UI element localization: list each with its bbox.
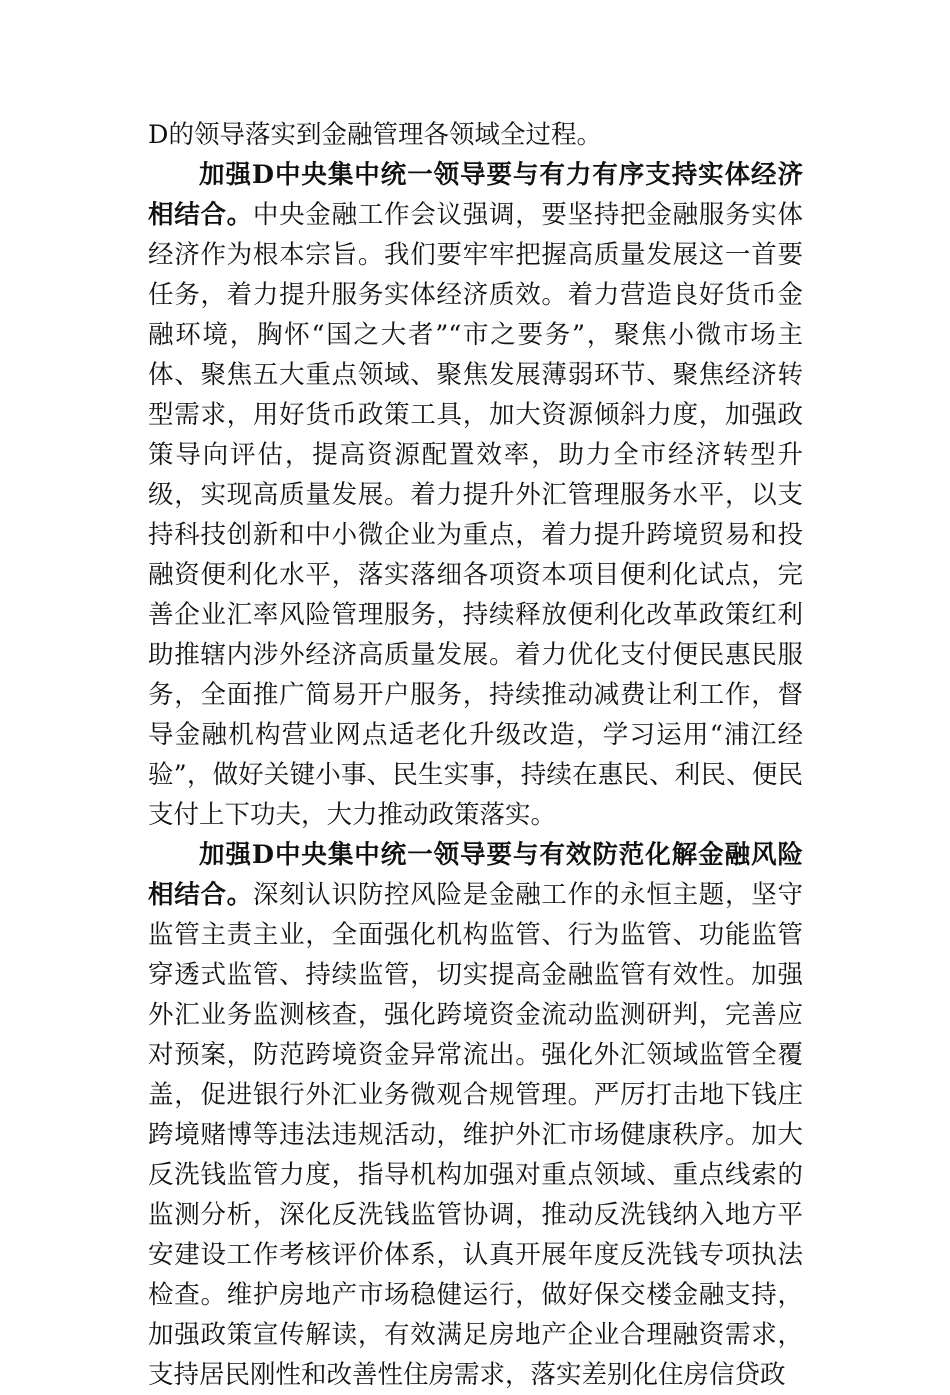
document-page: [148, 115, 803, 1395]
paragraph-lead-heading: 加强D中央集中统一领导要与有力有序支持实体经济相结合。: [148, 160, 803, 230]
paragraph-risk-prevention: [148, 835, 803, 1395]
paragraph-real-economy: [148, 155, 803, 835]
paragraph-body: 中央金融工作会议强调，要坚持把金融服务实体经济作为根本宗旨。我们要牢牢把握高质量发展这一首要任务，着力提升服务实体经济质效。着力营造良好货币金融环境，胸怀“国之大者”“市之要务”，聚焦小微市场主体、聚焦五大重点领域、聚焦发展薄弱环节、聚焦经济转型需求，用好货币政策工具，加大资源倾斜力度，加强政策导向评估，提高资源配置效率，助力全市经济转型升级，实现高质量发展。着力提升外汇管理服务水平，以支持科技创新和中小微企业为重点，着力提升跨境贸易和投融资便利化水平，落实落细各项资本项目便利化试点，完善企业汇率风险管理服务，持续释放便利化改革政策红利助推辖内涉外经济高质量发展。着力优化支付便民惠民服务，全面推广简易开户服务，持续推动减费让利工作，督导金融机构营业网点适老化升级改造，学习运用“浦江经验”，做好关键小事、民生实事，持续在惠民、利民、便民支付上下功夫，大力推动政策落实。: [148, 200, 803, 830]
paragraph-body: 深刻认识防控风险是金融工作的永恒主题，坚守监管主责主业，全面强化机构监管、行为监管、功能监管穿透式监管、持续监管，切实提高金融监管有效性。加强外汇业务监测核查，强化跨境资金流动监测研判，完善应对预案，防范跨境资金异常流出。强化外汇领域监管全覆盖，促进银行外汇业务微观合规管理。严厉打击地下钱庄跨境赌博等违法违规活动，维护外汇市场健康秩序。加大反洗钱监管力度，指导机构加强对重点领域、重点线索的监测分析，深化反洗钱监管协调，推动反洗钱纳入地方平安建设工作考核评价体系，认真开展年度反洗钱专项执法检查。维护房地产市场稳健运行，做好保交楼金融支持，加强政策宣传解读，有效满足房地产企业合理融资需求，支持居民刚性和改善性住房需求，落实差别化住房信贷政: [148, 880, 803, 1390]
paragraph-continuation: [148, 115, 803, 155]
paragraph-lead-heading: 加强D中央集中统一领导要与有效防范化解金融风险相结合。: [148, 840, 803, 910]
paragraph-body: D的领导落实到金融管理各领域全过程。: [148, 120, 602, 150]
